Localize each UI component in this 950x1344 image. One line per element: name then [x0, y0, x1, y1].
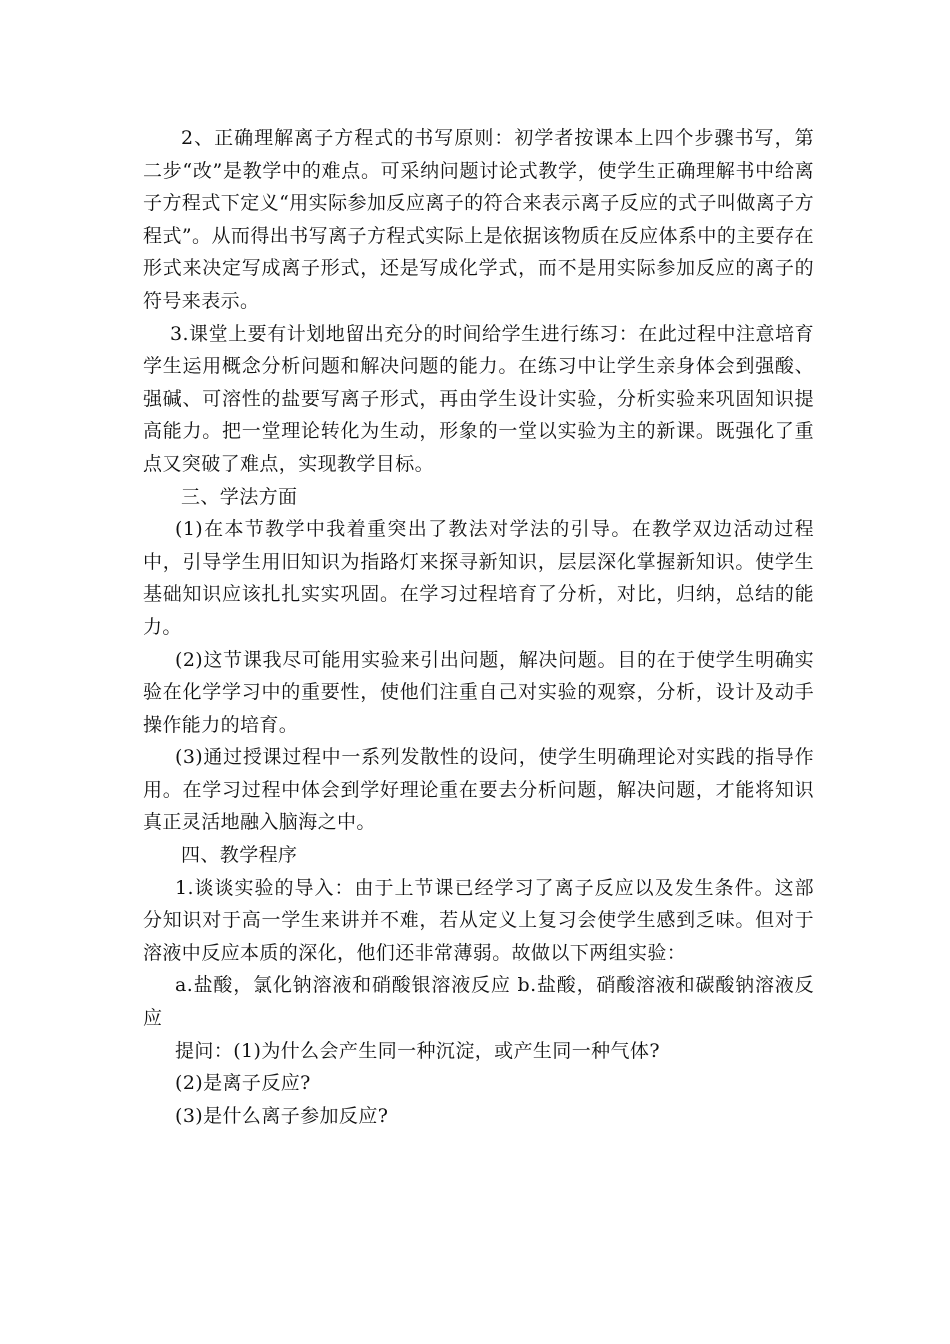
paragraph-classroom-practice: 3.课堂上要有计划地留出充分的时间给学生进行练习：在此过程中注意培育学生运用概念分析问题和解决问题的能力。在练习中让学生亲身体会到强酸、强碱、可溶性的盐要写离子形式，再由学生设计实验，分析实验来巩固知识提高能力。把一堂理论转化为生动，形象的一堂以实验为主的新课。既强化了重点又突破了难点，实现教学目标。	[143, 322, 814, 475]
paragraph-divergent-questions: (3)通过授课过程中一系列发散性的设问，使学生明确理论对实践的指导作用。在学习过程中体会到学好理论重在要去分析问题，解决问题，才能将知识真正灵活地融入脑海之中。	[143, 746, 814, 834]
paragraph-question-1: 提问：(1)为什么会产生同一种沉淀，或产生同一种气体?	[175, 1039, 660, 1062]
paragraph-experiments: (2)这节课我尽可能用实验来引出问题，解决问题。目的在于使学生明确实验在化学学习中的重要性，使他们注重自己对实验的观察，分析，设计及动手操作能力的培育。	[143, 648, 814, 736]
paragraph-writing-principles: 2、正确理解离子方程式的书写原则：初学者按课本上四个步骤书写，第二步“改”是教学中的难点。可采纳问题讨论式教学，使学生正确理解书中给离子方程式下定义“用实际参加反应离子的符合来表示离子反应的式子叫做离子方程式”。从而得出书写离子方程式实际上是依据该物质在反应体系中的主要存在形式来决定写成离子形式，还是写成化学式，而不是用实际参加反应的离子的符号来表示。	[143, 127, 814, 312]
paragraph-question-2: (2)是离子反应?	[175, 1072, 311, 1095]
section-heading-teaching-procedure: 四、教学程序	[181, 844, 298, 867]
paragraph-question-3: (3)是什么离子参加反应?	[175, 1104, 389, 1127]
paragraph-method-guidance: (1)在本节教学中我着重突出了教法对学法的引导。在教学双边活动过程中，引导学生用旧知识为指路灯来探寻新知识，层层深化掌握新知识。使学生基础知识应该扎扎实实巩固。在学习过程培育了分析，对比，归纳，总结的能力。	[143, 518, 814, 638]
paragraph-experiment-groups: a.盐酸，氯化钠溶液和硝酸银溶液反应 b.盐酸，硝酸溶液和碳酸钠溶液反应	[143, 974, 814, 1030]
paragraph-experiment-intro: 1.谈谈实验的导入：由于上节课已经学习了离子反应以及发生条件。这部分知识对于高一学生来讲并不难，若从定义上复习会使学生感到乏味。但对于溶液中反应本质的深化，他们还非常薄弱。故做以下两组实验：	[143, 876, 814, 964]
section-heading-study-methods: 三、学法方面	[181, 485, 298, 508]
